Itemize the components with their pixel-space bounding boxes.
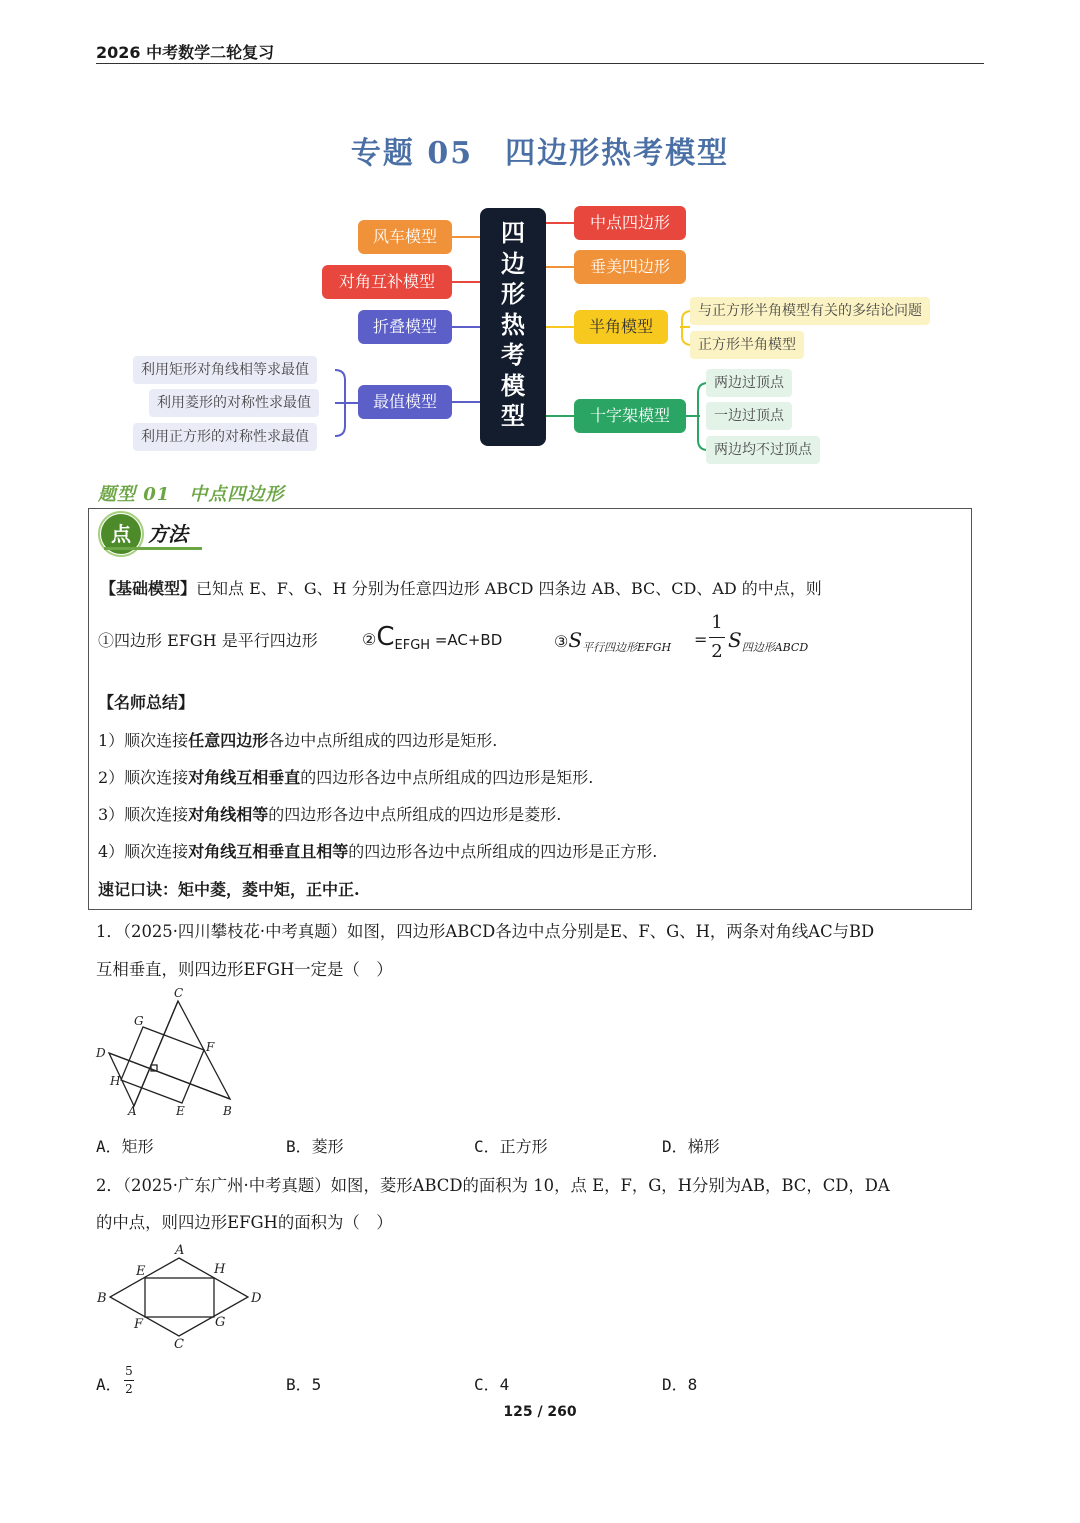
c3-sub2: 四边形ABCD (741, 641, 809, 655)
q2-label-b: B (97, 1291, 107, 1306)
summary-post: 各边中点所组成的四边形是矩形. (268, 731, 498, 750)
summary-item (98, 765, 593, 788)
c3-s2: S (728, 628, 742, 652)
c3-fraction-bar (709, 637, 725, 638)
conclusion-3 (554, 628, 671, 655)
summary-pre: 2）顺次连接 (98, 768, 189, 787)
summary-item (98, 802, 561, 825)
q1-option-c[interactable]: C．正方形 (474, 1137, 548, 1156)
q2-option-a-prefix: A． (96, 1375, 122, 1394)
summary-post: 的四边形各边中点所组成的四边形是正方形. (348, 842, 658, 861)
center-char: 型 (501, 402, 525, 430)
leaf-one-side-through-vertex: 一边过顶点 (706, 402, 792, 430)
q2-option-d[interactable]: D．8 (662, 1375, 698, 1394)
c3-rhs (728, 628, 808, 655)
node-diagonal-complement-model: 对角互补模型 (322, 265, 452, 299)
leaf-no-side-through-vertex: 两边均不过顶点 (706, 436, 820, 464)
q1-stem-line1: 1．（2025·四川攀枝花·中考真题）如图，四边形ABCD各边中点分别是E、F、G、H，两条对角线AC与BD (96, 922, 875, 941)
summary-pre: 3）顺次连接 (98, 805, 189, 824)
q1-figure (90, 985, 250, 1120)
summary-pre: 1）顺次连接 (98, 731, 189, 750)
conclusion-2 (362, 622, 502, 653)
q2-label-a: A (175, 1243, 185, 1258)
summary-bold: 对角线互相垂直 (188, 768, 301, 787)
mnemonic: 速记口诀：矩中菱，菱中矩，正中正. (98, 880, 360, 899)
method-label: 方法 (148, 522, 188, 546)
q1-option-d[interactable]: D．梯形 (662, 1137, 720, 1156)
leaf-half-angle-multi-conclusion: 与正方形半角模型有关的多结论问题 (690, 297, 930, 325)
q2-option-c[interactable]: C．4 (474, 1375, 510, 1394)
c2-letter: C (376, 622, 395, 652)
leaf-rhombus-symmetry-extremum: 利用菱形的对称性求最值 (149, 389, 319, 417)
node-windmill-model: 风车模型 (358, 220, 452, 254)
c3-numerator: 1 (711, 612, 723, 633)
center-char: 边 (501, 249, 525, 278)
q1-option-b[interactable]: B．菱形 (286, 1137, 344, 1156)
summary-title: 【名师总结】 (98, 693, 195, 712)
basic-model-tag: 【基础模型】 (100, 579, 197, 598)
mindmap-center (480, 208, 546, 446)
q2-option-a-denominator: 2 (125, 1382, 133, 1396)
q1-label-c: C (174, 986, 184, 1000)
method-underline (104, 547, 202, 550)
q2-stem-line2: 的中点，则四边形EFGH的面积为（ ） (96, 1213, 393, 1232)
summary-item (98, 728, 497, 751)
summary-post: 的四边形各边中点所组成的四边形是菱形. (268, 805, 562, 824)
leaf-square-symmetry-extremum: 利用正方形的对称性求最值 (133, 423, 317, 451)
summary-bold: 对角线相等 (188, 805, 269, 824)
node-midpoint-quadrilateral: 中点四边形 (574, 206, 686, 240)
basic-model-line (100, 576, 822, 599)
page-number: 125 / 260 (503, 1404, 577, 1420)
q2-label-f: F (134, 1317, 144, 1332)
q2-rectangle-efgh (145, 1278, 214, 1317)
q1-label-b: B (223, 1104, 232, 1118)
summary-bold: 任意四边形 (188, 731, 269, 750)
c2-rest: =AC+BD (430, 631, 503, 649)
q2-label-d: D (251, 1291, 262, 1306)
leaf-both-sides-through-vertex: 两边过顶点 (706, 369, 792, 397)
center-char: 模 (501, 371, 525, 400)
summary-post: 的四边形各边中点所组成的四边形是矩形. (300, 768, 594, 787)
q1-label-h: H (110, 1074, 121, 1088)
q2-option-b[interactable]: B．5 (286, 1375, 322, 1394)
q2-label-h: H (214, 1262, 226, 1277)
conclusion-1: ①四边形 EFGH 是平行四边形 (98, 631, 318, 650)
node-cross-model: 十字架模型 (574, 399, 686, 433)
q2-option-a-numerator: 5 (125, 1364, 133, 1378)
question-type-heading: 题型 01 中点四边形 (98, 484, 285, 505)
summary-bold: 对角线互相垂直且相等 (188, 842, 349, 861)
q1-label-e: E (176, 1104, 185, 1118)
q2-label-g: G (215, 1315, 226, 1330)
q1-option-a[interactable]: A．矩形 (96, 1137, 154, 1156)
leaf-rectangle-diagonal-extremum: 利用矩形对角线相等求最值 (133, 356, 317, 384)
q2-label-e: E (136, 1264, 146, 1279)
summary-pre: 4）顺次连接 (98, 842, 189, 861)
c3-sub1: 平行四边形EFGH (582, 641, 672, 655)
c3-denominator: 2 (711, 641, 723, 662)
c3-prefix: ③ (554, 632, 569, 651)
basic-model-text: 已知点 E、F、G、H 分别为任意四边形 ABCD 四条边 AB、BC、CD、AD 的中点，则 (196, 579, 822, 598)
method-badge: 点 (101, 514, 141, 554)
node-extremum-model: 最值模型 (358, 385, 452, 419)
c3-equals: = (694, 630, 708, 649)
q1-label-a: A (128, 1104, 137, 1118)
leaf-square-half-angle: 正方形半角模型 (690, 331, 804, 359)
q2-option-a-bar (124, 1380, 134, 1381)
center-char: 四 (501, 219, 525, 247)
node-half-angle-model: 半角模型 (574, 310, 668, 344)
q1-label-g: G (134, 1014, 144, 1028)
c2-prefix: ② (362, 630, 377, 649)
page-title: 专题 05 四边形热考模型 (350, 136, 730, 171)
q1-label-f: F (206, 1040, 215, 1054)
q2-label-c: C (174, 1337, 184, 1352)
summary-item (98, 839, 657, 862)
q2-rhombus-abcd (110, 1258, 248, 1336)
q1-stem-line2: 互相垂直，则四边形EFGH一定是（ ） (96, 960, 393, 979)
center-char: 热 (501, 310, 525, 339)
q2-stem-line1: 2．（2025·广东广州·中考真题）如图，菱形ABCD的面积为 10，点 E，F，G，H分别为AB，BC，CD，DA (96, 1176, 890, 1195)
center-char: 形 (501, 280, 525, 308)
c3-s: S (568, 628, 583, 652)
c2-subscript: EFGH (394, 638, 431, 654)
node-folding-model: 折叠模型 (358, 310, 452, 344)
center-char: 考 (501, 341, 525, 369)
q1-label-d: D (96, 1046, 106, 1060)
node-perpendicular-diagonals-quadrilateral: 垂美四边形 (574, 250, 686, 284)
q2-figure (90, 1240, 275, 1355)
page-header: 2026 中考数学二轮复习 (96, 43, 275, 62)
